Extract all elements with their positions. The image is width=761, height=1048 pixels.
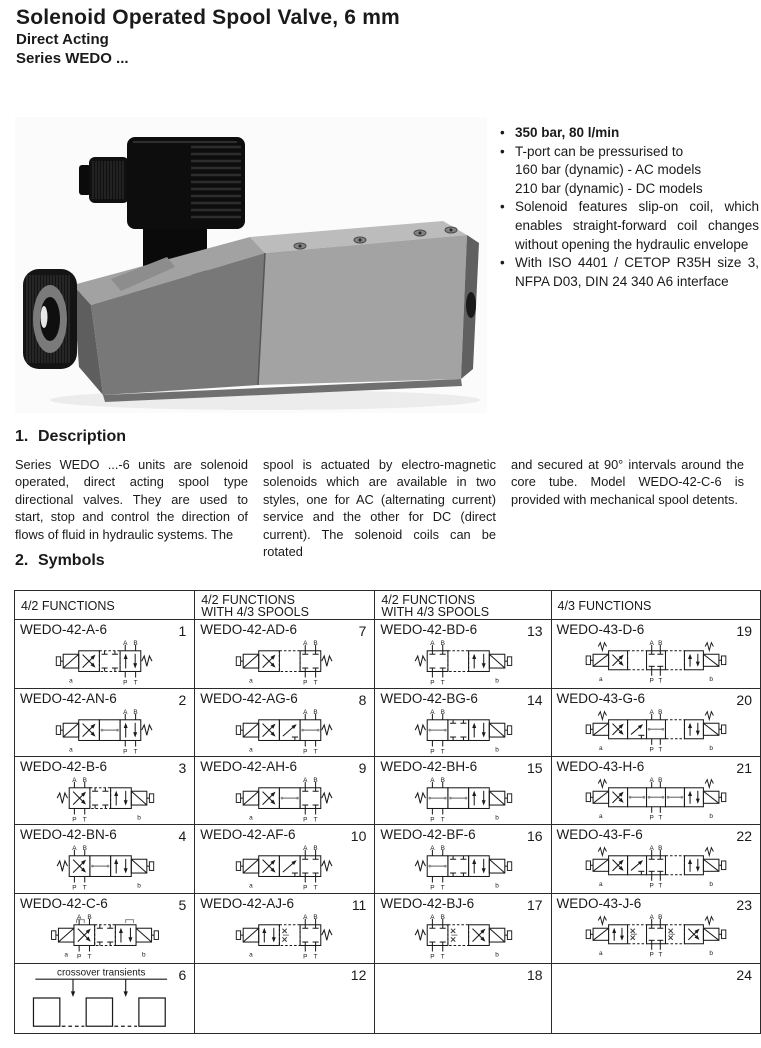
svg-text:B: B — [313, 776, 318, 784]
valve-symbol — [381, 774, 545, 824]
model-label: WEDO-42-AJ-6 — [200, 896, 294, 911]
cell-number: 4 — [178, 828, 187, 844]
svg-text:A: A — [302, 913, 308, 921]
valve-symbol — [381, 637, 545, 687]
symbol-cell — [375, 894, 551, 964]
svg-text:P: P — [302, 748, 308, 756]
svg-text:P: P — [430, 679, 435, 687]
symbol-cell — [375, 689, 551, 757]
symbol-cell — [15, 964, 195, 1034]
svg-text:B: B — [440, 913, 445, 921]
feature-list — [500, 124, 759, 291]
svg-text:B: B — [657, 913, 663, 921]
svg-text:A: A — [71, 776, 77, 784]
svg-text:B: B — [440, 639, 445, 647]
symbol-cell — [15, 620, 195, 689]
svg-text:B: B — [313, 844, 318, 852]
description-column: spool is actuated by electro-magnetic solenoids which are available in two styles, one for AC (alternating current) service and the other for DC (direct current). The solenoid coils can be rotated — [263, 457, 496, 560]
svg-text:b: b — [136, 882, 141, 890]
header — [16, 6, 400, 68]
svg-text:b: b — [495, 882, 499, 890]
svg-text:P: P — [302, 816, 308, 824]
valve-symbol — [381, 706, 545, 756]
svg-text:T: T — [82, 816, 87, 824]
cell-number: 15 — [526, 760, 543, 776]
svg-text:a: a — [248, 746, 253, 754]
svg-text:A: A — [302, 639, 308, 647]
svg-text:B: B — [82, 776, 87, 784]
page-subtitle-1: Direct Acting — [16, 31, 109, 48]
svg-text:b: b — [141, 951, 146, 959]
cell-number: 16 — [526, 828, 543, 844]
cell-number: 6 — [178, 967, 187, 983]
svg-text:T: T — [658, 677, 663, 685]
cell-number: 1 — [178, 623, 187, 639]
cell-number: 9 — [358, 760, 367, 776]
svg-text:crossover transients: crossover transients — [56, 967, 146, 979]
svg-text:T: T — [133, 748, 138, 756]
svg-text:b: b — [709, 675, 713, 683]
section-title: Symbols — [38, 552, 105, 569]
svg-text:b: b — [709, 812, 713, 820]
symbol-cell — [195, 757, 375, 825]
table-row — [15, 620, 761, 689]
section-symbols-heading — [15, 552, 105, 570]
svg-text:b: b — [495, 814, 499, 822]
svg-text:T: T — [440, 884, 445, 892]
section-number: 1. — [15, 428, 29, 445]
table-row — [15, 825, 761, 894]
symbol-cell — [551, 964, 760, 1034]
bullet-marker: • — [500, 255, 505, 271]
feature-text: With ISO 4401 / CETOP R35H size 3, NFPA D03, DIN 24 340 A6 interface — [515, 255, 759, 289]
cell-number: 18 — [526, 967, 543, 983]
svg-text:a: a — [598, 949, 603, 957]
svg-text:b: b — [495, 951, 499, 959]
svg-text:b: b — [709, 744, 713, 752]
table-row — [15, 757, 761, 825]
cell-number: 2 — [178, 692, 187, 708]
svg-text:A: A — [122, 639, 128, 647]
feature-text: 350 bar, 80 l/min — [515, 125, 620, 140]
valve-symbol — [23, 637, 187, 687]
svg-text:P: P — [302, 884, 308, 892]
svg-text:T: T — [313, 816, 318, 824]
svg-text:B: B — [133, 708, 138, 716]
svg-text:A: A — [649, 913, 654, 921]
svg-text:P: P — [649, 677, 654, 685]
svg-text:a: a — [598, 812, 603, 820]
svg-text:A: A — [430, 639, 435, 647]
valve-symbol — [23, 774, 187, 824]
symbol-cell — [15, 689, 195, 757]
description-column: Series WEDO ...-6 units are solenoid operated, direct acting spool type directional valves. They are used to start, stop and control the direction of flows of fluid in hydraulic systems. The — [15, 457, 248, 542]
model-label: WEDO-43-F-6 — [556, 827, 643, 842]
model-label: WEDO-42-AN-6 — [20, 691, 117, 706]
valve-symbol — [23, 842, 187, 892]
model-label: WEDO-43-H-6 — [556, 759, 645, 774]
svg-text:A: A — [649, 844, 654, 852]
feature-item — [500, 143, 759, 199]
svg-text:a: a — [248, 677, 253, 685]
svg-text:b: b — [136, 814, 141, 822]
product-photo — [15, 117, 487, 413]
svg-text:A: A — [430, 708, 435, 716]
model-label: WEDO-42-AH-6 — [200, 759, 297, 774]
cell-number: 17 — [526, 897, 543, 913]
cell-number: 5 — [178, 897, 187, 913]
svg-text:B: B — [313, 708, 318, 716]
svg-text:P: P — [302, 679, 308, 687]
table-header-row — [15, 591, 761, 620]
svg-text:T: T — [440, 816, 445, 824]
cell-number: 23 — [736, 897, 752, 913]
valve-symbol — [561, 774, 751, 824]
valve-symbol — [561, 706, 751, 756]
svg-text:T: T — [313, 953, 318, 961]
svg-text:a: a — [598, 675, 603, 683]
svg-text:B: B — [86, 913, 92, 921]
svg-text:b: b — [709, 949, 713, 957]
model-label: WEDO-42-B-6 — [20, 759, 108, 774]
svg-text:a: a — [248, 882, 253, 890]
svg-text:P: P — [649, 746, 654, 754]
svg-text:A: A — [76, 913, 81, 921]
cell-number: 11 — [351, 897, 367, 913]
valve-symbol — [381, 842, 545, 892]
symbol-cell — [195, 620, 375, 689]
svg-text:A: A — [430, 776, 435, 784]
svg-text:b: b — [709, 880, 713, 888]
model-label: WEDO-42-BH-6 — [380, 759, 478, 774]
svg-text:T: T — [440, 953, 445, 961]
svg-text:P: P — [71, 884, 77, 892]
svg-text:A: A — [649, 776, 654, 784]
table-row — [15, 964, 761, 1034]
svg-text:P: P — [649, 951, 654, 959]
bullet-marker: • — [500, 125, 505, 140]
model-label: WEDO-43-G-6 — [556, 691, 646, 706]
cell-number: 10 — [350, 828, 367, 844]
svg-text:a: a — [598, 880, 603, 888]
feature-item — [500, 124, 759, 143]
table-row — [15, 894, 761, 964]
crossover-diagram — [19, 966, 191, 1030]
table-row — [15, 689, 761, 757]
svg-text:B: B — [313, 639, 318, 647]
section-title: Description — [38, 428, 127, 445]
description-column: and secured at 90° intervals around the core tube. Model WEDO-42-C-6 is provided with mechanical spool detents. — [511, 457, 744, 507]
column-header: 4/2 FUNCTIONS — [15, 591, 195, 620]
model-label: WEDO-42-BN-6 — [20, 827, 117, 842]
valve-symbol — [203, 774, 367, 824]
svg-text:P: P — [430, 953, 435, 961]
svg-text:P: P — [76, 953, 81, 961]
description-columns — [15, 456, 744, 560]
valve-symbol — [203, 911, 367, 961]
cell-number: 8 — [358, 692, 367, 708]
cell-number: 3 — [178, 760, 187, 776]
svg-text:T: T — [313, 884, 318, 892]
model-label: WEDO-43-J-6 — [556, 896, 642, 911]
svg-text:A: A — [302, 708, 308, 716]
svg-text:A: A — [649, 639, 654, 647]
svg-text:A: A — [430, 844, 435, 852]
bullet-marker: • — [500, 199, 505, 215]
bullet-marker: • — [500, 143, 505, 159]
svg-text:B: B — [82, 844, 87, 852]
cell-number: 21 — [736, 760, 752, 776]
svg-text:B: B — [657, 844, 663, 852]
svg-text:P: P — [122, 679, 128, 687]
valve-symbol — [561, 637, 751, 687]
svg-text:T: T — [82, 884, 87, 892]
feature-text: Solenoid features slip-on coil, which enables straight-forward coil changes without opening the hydraulic envelope — [515, 199, 759, 252]
column-header: 4/3 FUNCTIONS — [551, 591, 760, 620]
svg-text:B: B — [657, 708, 663, 716]
feature-text: T-port can be pressurised to 160 bar (dynamic) - AC models 210 bar (dynamic) - DC models — [515, 143, 703, 196]
svg-text:B: B — [133, 639, 138, 647]
column-header: 4/2 FUNCTIONS WITH 4/3 SPOOLS — [375, 591, 551, 620]
svg-text:P: P — [430, 748, 435, 756]
symbol-cell — [195, 825, 375, 894]
svg-text:P: P — [649, 882, 654, 890]
model-label: WEDO-42-BJ-6 — [380, 896, 475, 911]
cell-number: 13 — [526, 623, 543, 639]
model-label: WEDO-42-AG-6 — [200, 691, 298, 706]
symbol-cell — [195, 689, 375, 757]
valve-symbol — [203, 637, 367, 687]
valve-symbol — [23, 911, 187, 961]
cell-number: 22 — [736, 828, 752, 844]
svg-text:T: T — [313, 679, 318, 687]
valve-symbol — [203, 706, 367, 756]
symbol-cell — [15, 825, 195, 894]
svg-text:a: a — [64, 951, 68, 959]
svg-text:T: T — [658, 882, 663, 890]
model-label: WEDO-42-C-6 — [20, 896, 108, 911]
svg-text:A: A — [649, 708, 654, 716]
svg-text:P: P — [430, 884, 435, 892]
svg-text:A: A — [430, 913, 435, 921]
svg-text:b: b — [495, 746, 499, 754]
svg-text:A: A — [302, 844, 308, 852]
symbol-cell — [551, 894, 760, 964]
svg-text:A: A — [302, 776, 308, 784]
symbol-cell — [375, 620, 551, 689]
svg-text:P: P — [122, 748, 128, 756]
svg-text:A: A — [71, 844, 77, 852]
svg-text:P: P — [302, 953, 308, 961]
cell-number: 14 — [526, 692, 543, 708]
svg-text:P: P — [430, 816, 435, 824]
model-label: WEDO-42-AD-6 — [200, 622, 297, 637]
model-label: WEDO-42-AF-6 — [200, 827, 296, 842]
column-header: 4/2 FUNCTIONS WITH 4/3 SPOOLS — [195, 591, 375, 620]
section-description-heading — [15, 428, 126, 446]
svg-text:a: a — [248, 951, 253, 959]
symbols-table — [14, 590, 761, 1034]
svg-text:A: A — [122, 708, 128, 716]
valve-symbol — [203, 842, 367, 892]
page-title: Solenoid Operated Spool Valve, 6 mm — [16, 6, 400, 29]
svg-text:T: T — [658, 814, 663, 822]
valve-symbol — [561, 911, 751, 961]
symbol-cell — [375, 964, 551, 1034]
svg-text:T: T — [313, 748, 318, 756]
svg-text:a: a — [598, 744, 603, 752]
svg-text:B: B — [657, 639, 663, 647]
svg-text:B: B — [440, 844, 445, 852]
valve-symbol — [381, 911, 545, 961]
svg-text:T: T — [440, 748, 445, 756]
svg-text:P: P — [71, 816, 77, 824]
svg-text:a: a — [68, 677, 73, 685]
svg-text:T: T — [133, 679, 138, 687]
product-photo-image — [15, 117, 487, 413]
cell-number: 12 — [350, 967, 367, 983]
model-label: WEDO-42-BG-6 — [380, 691, 478, 706]
svg-text:T: T — [440, 679, 445, 687]
feature-item — [500, 254, 759, 291]
svg-text:B: B — [440, 776, 445, 784]
cell-number: 20 — [736, 692, 752, 708]
symbol-cell — [551, 757, 760, 825]
svg-text:B: B — [313, 913, 318, 921]
page-subtitle-2: Series WEDO ... — [16, 50, 129, 67]
section-number: 2. — [15, 552, 29, 569]
svg-text:B: B — [657, 776, 663, 784]
symbol-cell — [551, 689, 760, 757]
symbol-cell — [195, 894, 375, 964]
svg-text:a: a — [248, 814, 253, 822]
cell-number: 24 — [736, 967, 752, 983]
symbol-cell — [15, 757, 195, 825]
svg-text:P: P — [649, 814, 654, 822]
cell-number: 7 — [358, 623, 367, 639]
svg-text:T: T — [87, 953, 92, 961]
svg-text:B: B — [440, 708, 445, 716]
model-label: WEDO-43-D-6 — [556, 622, 645, 637]
model-label: WEDO-42-BF-6 — [380, 827, 476, 842]
svg-text:T: T — [658, 951, 663, 959]
svg-text:b: b — [495, 677, 499, 685]
model-label: WEDO-42-BD-6 — [380, 622, 478, 637]
symbol-cell — [375, 757, 551, 825]
svg-text:a: a — [68, 746, 73, 754]
feature-item — [500, 198, 759, 254]
symbol-cell — [551, 620, 760, 689]
symbol-cell — [15, 894, 195, 964]
valve-symbol — [561, 842, 751, 892]
symbol-cell — [195, 964, 375, 1034]
model-label: WEDO-42-A-6 — [20, 622, 108, 637]
cell-number: 19 — [736, 623, 752, 639]
svg-text:T: T — [658, 746, 663, 754]
symbol-cell — [375, 825, 551, 894]
symbol-cell — [551, 825, 760, 894]
valve-symbol — [23, 706, 187, 756]
